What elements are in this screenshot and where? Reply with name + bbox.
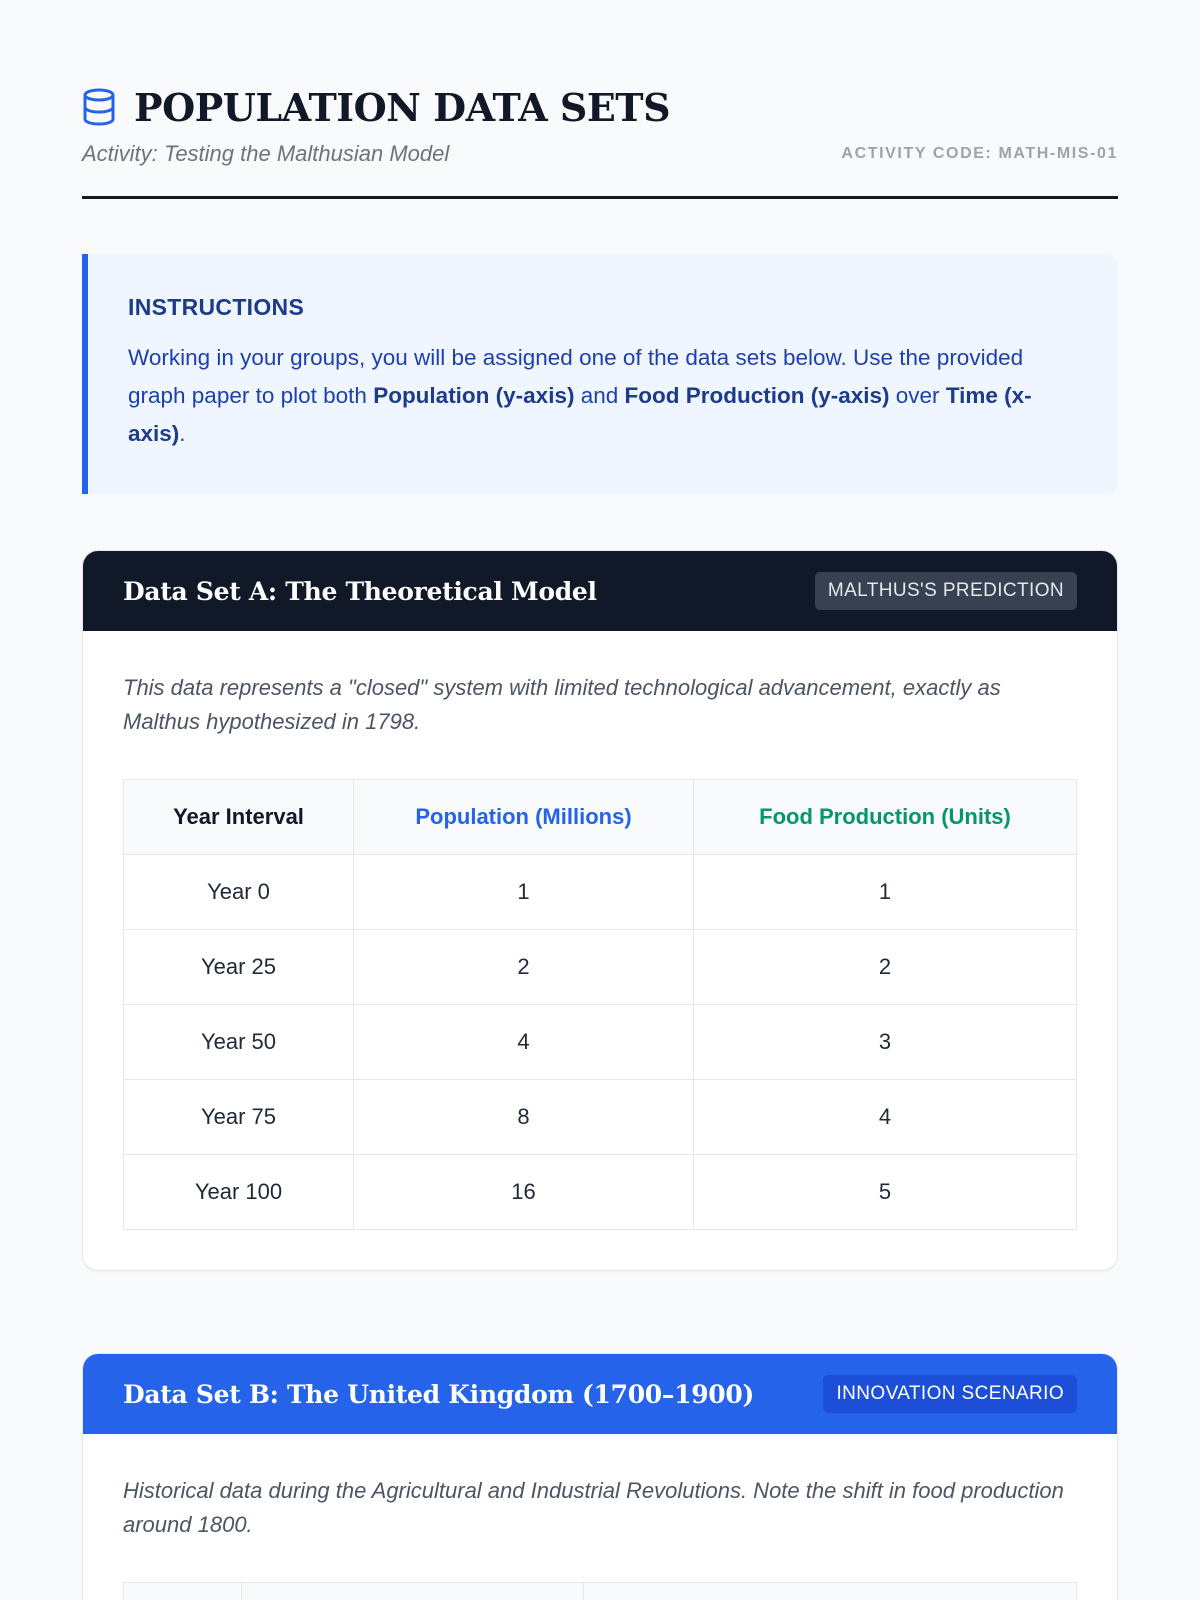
instructions-text-part: Working in your groups, you will be assigned one of the data sets below. Use the provided graph paper to plot both bbox=[128, 345, 1024, 408]
database-icon bbox=[82, 87, 118, 127]
table-header-row bbox=[124, 1583, 1077, 1600]
table-row bbox=[124, 1005, 1077, 1080]
column-header-cell bbox=[124, 1583, 242, 1600]
time-axis-label: Time (x-axis) bbox=[128, 383, 1032, 446]
year-cell: Year 50 bbox=[124, 1005, 354, 1080]
year-cell: Year 100 bbox=[124, 1155, 354, 1230]
instructions-text bbox=[128, 339, 1074, 453]
data-set-b-badge: INNOVATION SCENARIO bbox=[823, 1375, 1077, 1413]
population-cell: 8 bbox=[354, 1080, 694, 1155]
table-row bbox=[124, 930, 1077, 1005]
column-header-cell bbox=[242, 1583, 584, 1600]
year-cell: Year 75 bbox=[124, 1080, 354, 1155]
table-header-row bbox=[124, 780, 1077, 855]
data-set-b-title: Data Set B: The United Kingdom (1700–1900) bbox=[123, 1379, 755, 1409]
column-header-population: Population (Millions) bbox=[354, 780, 694, 855]
data-set-a-table bbox=[123, 779, 1077, 1230]
instructions-text-part: over bbox=[889, 383, 946, 408]
data-set-b-card bbox=[82, 1353, 1118, 1600]
population-cell: 2 bbox=[354, 930, 694, 1005]
instructions-title: INSTRUCTIONS bbox=[128, 294, 305, 320]
instructions-box bbox=[82, 254, 1118, 494]
activity-subtitle: Activity: Testing the Malthusian Model bbox=[82, 141, 450, 166]
data-set-b-table bbox=[123, 1582, 1077, 1600]
column-header-cell bbox=[584, 1583, 1077, 1600]
table-row bbox=[124, 855, 1077, 930]
page-header bbox=[82, 0, 1118, 199]
data-set-a-header bbox=[83, 551, 1117, 631]
population-axis-label: Population (y-axis) bbox=[373, 383, 575, 408]
population-cell: 1 bbox=[354, 855, 694, 930]
food-cell: 3 bbox=[694, 1005, 1077, 1080]
food-cell: 5 bbox=[694, 1155, 1077, 1230]
data-set-b-body bbox=[83, 1434, 1117, 1600]
subtitle-row bbox=[82, 140, 1118, 168]
food-cell: 4 bbox=[694, 1080, 1077, 1155]
year-cell: Year 0 bbox=[124, 855, 354, 930]
food-cell: 2 bbox=[694, 930, 1077, 1005]
table-row bbox=[124, 1080, 1077, 1155]
page-title: POPULATION DATA SETS bbox=[134, 84, 671, 130]
year-cell: Year 25 bbox=[124, 930, 354, 1005]
table-row bbox=[124, 1155, 1077, 1230]
data-set-a-card bbox=[82, 550, 1118, 1271]
data-set-b-header bbox=[83, 1354, 1117, 1434]
header-divider bbox=[82, 196, 1118, 199]
data-set-a-description: This data represents a "closed" system with limited technological advancement, exactly as Malthus hypothesized in 1798. bbox=[123, 675, 1001, 734]
data-set-a-badge: MALTHUS'S PREDICTION bbox=[815, 572, 1077, 610]
instructions-text-part: and bbox=[574, 383, 625, 408]
population-cell: 4 bbox=[354, 1005, 694, 1080]
data-set-b-description: Historical data during the Agricultural and Industrial Revolutions. Note the shift in food production around 1800. bbox=[123, 1478, 1064, 1537]
data-set-a-body bbox=[83, 631, 1117, 1270]
data-set-a-title: Data Set A: The Theoretical Model bbox=[123, 576, 597, 606]
food-cell: 1 bbox=[694, 855, 1077, 930]
column-header-year: Year Interval bbox=[124, 780, 354, 855]
activity-code: ACTIVITY CODE: MATH-MIS-01 bbox=[841, 145, 1118, 162]
column-header-food: Food Production (Units) bbox=[694, 780, 1077, 855]
population-cell: 16 bbox=[354, 1155, 694, 1230]
food-axis-label: Food Production (y-axis) bbox=[624, 383, 890, 408]
instructions-text-part: . bbox=[179, 421, 186, 446]
title-row bbox=[82, 82, 1118, 132]
